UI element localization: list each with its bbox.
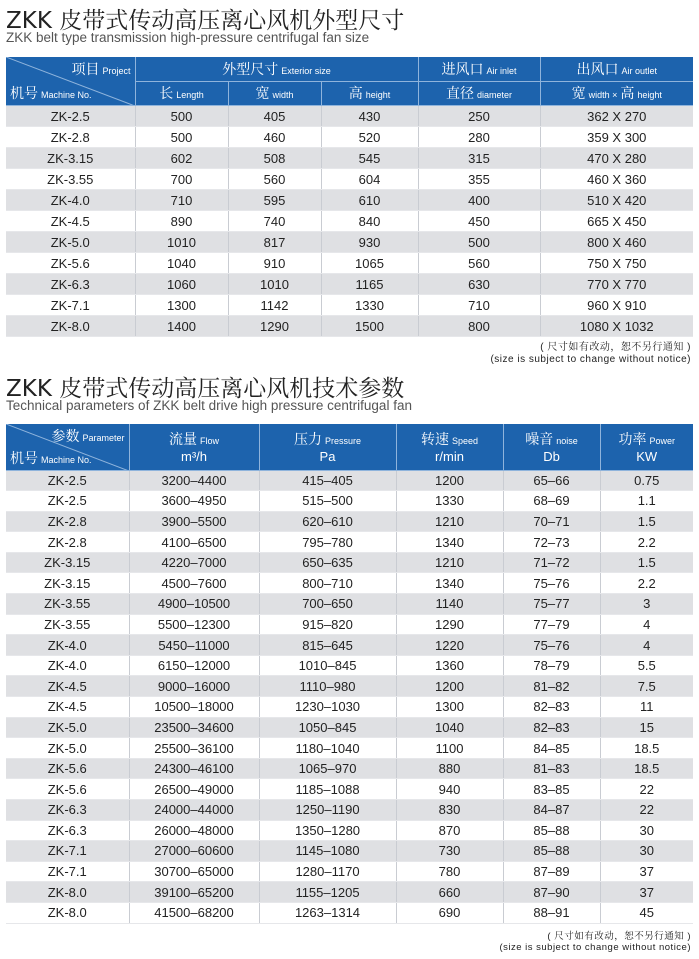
header-speed-en: Speed — [451, 436, 479, 447]
table-cell: 30700–65000 — [129, 861, 259, 882]
table-cell: 500 — [135, 127, 228, 148]
table-cell: 595 — [228, 190, 321, 211]
table-cell: 1220 — [396, 635, 503, 656]
table-cell: 940 — [396, 779, 503, 800]
table-cell: 3 — [600, 594, 693, 615]
machine-number-cell: ZK-5.0 — [6, 738, 129, 759]
table-cell: 23500–34600 — [129, 717, 259, 738]
table-row — [6, 532, 693, 553]
machine-number-cell: ZK-2.5 — [6, 470, 129, 491]
machine-number-cell: ZK-5.0 — [6, 717, 129, 738]
header-outlet-zh: 出风口 — [576, 60, 619, 77]
header-width-zh: 宽 — [255, 85, 270, 102]
header-power-en: Power — [649, 436, 675, 447]
header-pressure-unit: Pa — [319, 449, 336, 465]
header-outw-en: width × — [588, 90, 618, 101]
table-cell: 1060 — [135, 274, 228, 295]
table-cell: 87–89 — [503, 861, 600, 882]
table-row — [6, 148, 693, 169]
table-cell: 1263–1314 — [259, 902, 396, 923]
table-cell: 71–72 — [503, 552, 600, 573]
header-diameter-zh: 直径 — [446, 85, 474, 102]
machine-number-cell: ZK-3.15 — [6, 573, 129, 594]
table-cell: 1300 — [135, 295, 228, 316]
table-cell: 1.5 — [600, 552, 693, 573]
table-cell: 0.75 — [600, 470, 693, 491]
table-cell: 520 — [321, 127, 418, 148]
table-cell: 770 X 770 — [540, 274, 693, 295]
table-cell: 84–85 — [503, 738, 600, 759]
dimensions-title: ZKK 皮带式传动高压离心风机外型尺寸 — [6, 8, 405, 34]
header-project-en: Project — [102, 66, 131, 76]
table-cell: 78–79 — [503, 655, 600, 676]
machine-number-cell: ZK-2.8 — [6, 511, 129, 532]
header-project-label: 项目 — [71, 61, 100, 77]
machine-number-cell: ZK-5.0 — [6, 232, 135, 253]
header-pressure-en: Pressure — [324, 436, 361, 447]
header-speed — [396, 424, 503, 470]
table-cell: 7.5 — [600, 676, 693, 697]
table-cell: 37 — [600, 861, 693, 882]
table-cell: 500 — [418, 232, 540, 253]
table-cell: 840 — [321, 211, 418, 232]
table-cell: 515–500 — [259, 491, 396, 512]
table-cell: 470 X 280 — [540, 148, 693, 169]
table-cell: 800 — [418, 316, 540, 337]
table-cell: 85–88 — [503, 841, 600, 862]
table-cell: 10500–18000 — [129, 697, 259, 718]
table-cell: 18.5 — [600, 758, 693, 779]
table-cell: 1140 — [396, 594, 503, 615]
table-cell: 24000–44000 — [129, 800, 259, 821]
table-row — [6, 861, 693, 882]
table-cell: 930 — [321, 232, 418, 253]
header-outlet-size — [540, 81, 693, 105]
header-width-en: width — [272, 90, 294, 101]
table-row — [6, 841, 693, 862]
table-cell: 87–90 — [503, 882, 600, 903]
header-flow-en: Flow — [199, 436, 219, 447]
table-row — [6, 635, 693, 656]
machine-number-cell: ZK-4.0 — [6, 635, 129, 656]
table-cell: 5450–11000 — [129, 635, 259, 656]
table-cell: 750 X 750 — [540, 253, 693, 274]
table-cell: 795–780 — [259, 532, 396, 553]
header-power-unit: KW — [636, 449, 658, 465]
table-cell: 800 X 460 — [540, 232, 693, 253]
header-project-machine — [6, 57, 135, 106]
header-width — [228, 81, 321, 105]
table-cell: 460 X 360 — [540, 169, 693, 190]
table-row — [6, 800, 693, 821]
table-cell: 1010 — [228, 274, 321, 295]
table-cell: 362 X 270 — [540, 106, 693, 127]
table-cell: 510 X 420 — [540, 190, 693, 211]
table-cell: 1330 — [396, 491, 503, 512]
table-cell: 960 X 910 — [540, 295, 693, 316]
machine-number-cell: ZK-6.3 — [6, 800, 129, 821]
dimensions-note — [490, 342, 691, 366]
parameters-table — [6, 424, 693, 924]
table-cell: 4900–10500 — [129, 594, 259, 615]
machine-number-cell: ZK-3.15 — [6, 552, 129, 573]
table-cell: 45 — [600, 902, 693, 923]
table-cell: 817 — [228, 232, 321, 253]
header-machine-label: 机号 — [10, 449, 38, 466]
table-cell: 1290 — [228, 316, 321, 337]
table-row — [6, 491, 693, 512]
table-row — [6, 232, 693, 253]
table-cell: 26000–48000 — [129, 820, 259, 841]
header-noise — [503, 424, 600, 470]
parameters-note — [499, 931, 691, 953]
machine-number-cell: ZK-3.15 — [6, 148, 135, 169]
table-cell: 1350–1280 — [259, 820, 396, 841]
table-cell: 68–69 — [503, 491, 600, 512]
table-cell: 650–635 — [259, 552, 396, 573]
table-cell: 405 — [228, 106, 321, 127]
table-cell: 415–405 — [259, 470, 396, 491]
table-cell: 1165 — [321, 274, 418, 295]
table-cell: 500 — [135, 106, 228, 127]
table-cell: 27000–60600 — [129, 841, 259, 862]
table-row — [6, 738, 693, 759]
table-cell: 780 — [396, 861, 503, 882]
header-exterior-zh: 外型尺寸 — [222, 60, 279, 77]
table-row — [6, 717, 693, 738]
machine-number-cell: ZK-2.8 — [6, 532, 129, 553]
header-machine-en: Machine No. — [41, 454, 92, 465]
table-cell: 82–83 — [503, 697, 600, 718]
table-row — [6, 676, 693, 697]
table-cell: 450 — [418, 211, 540, 232]
table-cell: 1110–980 — [259, 676, 396, 697]
machine-number-cell: ZK-8.0 — [6, 882, 129, 903]
table-cell: 9000–16000 — [129, 676, 259, 697]
header-parameter-label: 参数 — [51, 428, 80, 444]
machine-number-cell: ZK-4.0 — [6, 655, 129, 676]
table-cell: 560 — [228, 169, 321, 190]
machine-number-cell: ZK-4.5 — [6, 676, 129, 697]
table-cell: 1330 — [321, 295, 418, 316]
table-cell: 30 — [600, 820, 693, 841]
header-length — [135, 81, 228, 105]
table-row — [6, 274, 693, 295]
table-cell: 1145–1080 — [259, 841, 396, 862]
table-row — [6, 106, 693, 127]
table-cell: 82–83 — [503, 717, 600, 738]
table-cell: 1010–845 — [259, 655, 396, 676]
header-pressure — [259, 424, 396, 470]
table-cell: 4100–6500 — [129, 532, 259, 553]
table-cell: 15 — [600, 717, 693, 738]
table-cell: 430 — [321, 106, 418, 127]
table-cell: 1340 — [396, 573, 503, 594]
header-length-zh: 长 — [159, 85, 174, 102]
note-en: (size is subject to change without notice) — [490, 354, 691, 365]
header-noise-en: noise — [556, 436, 578, 447]
machine-number-cell: ZK-8.0 — [6, 316, 135, 337]
table-row — [6, 779, 693, 800]
machine-number-cell: ZK-4.0 — [6, 190, 135, 211]
table-row — [6, 902, 693, 923]
machine-number-cell: ZK-4.5 — [6, 697, 129, 718]
header-length-en: Length — [176, 90, 204, 101]
table-cell: 72–73 — [503, 532, 600, 553]
table-cell: 4 — [600, 635, 693, 656]
machine-number-cell: ZK-3.55 — [6, 169, 135, 190]
table-cell: 870 — [396, 820, 503, 841]
machine-number-cell: ZK-5.6 — [6, 253, 135, 274]
dimensions-subtitle: ZKK belt type transmission high-pressure centrifugal fan size — [6, 30, 370, 45]
table-cell: 41500–68200 — [129, 902, 259, 923]
table-cell: 1065 — [321, 253, 418, 274]
table-cell: 1230–1030 — [259, 697, 396, 718]
table-cell: 1.1 — [600, 491, 693, 512]
table-row — [6, 614, 693, 635]
table-cell: 830 — [396, 800, 503, 821]
table-cell: 84–87 — [503, 800, 600, 821]
table-cell: 700 — [135, 169, 228, 190]
table-cell: 85–88 — [503, 820, 600, 841]
table-cell: 690 — [396, 902, 503, 923]
table-cell: 1200 — [396, 676, 503, 697]
table-cell: 11 — [600, 697, 693, 718]
header-outh-zh: 高 — [620, 85, 635, 102]
table-cell: 22 — [600, 800, 693, 821]
machine-number-cell: ZK-7.1 — [6, 841, 129, 862]
table-cell: 915–820 — [259, 614, 396, 635]
header-power — [600, 424, 693, 470]
header-height — [321, 81, 418, 105]
dimensions-table — [6, 57, 693, 337]
table-cell: 4 — [600, 614, 693, 635]
table-row — [6, 882, 693, 903]
table-cell: 800–710 — [259, 573, 396, 594]
table-cell: 610 — [321, 190, 418, 211]
table-cell: 26500–49000 — [129, 779, 259, 800]
header-flow — [129, 424, 259, 470]
machine-number-cell: ZK-5.6 — [6, 758, 129, 779]
table-row — [6, 470, 693, 491]
table-cell: 1010 — [135, 232, 228, 253]
table-cell: 1280–1170 — [259, 861, 396, 882]
table-cell: 1210 — [396, 552, 503, 573]
machine-number-cell: ZK-3.55 — [6, 594, 129, 615]
table-cell: 815–645 — [259, 635, 396, 656]
table-row — [6, 127, 693, 148]
note-zh: ( 尺寸如有改动，恕不另行通知 ) — [540, 342, 691, 353]
table-cell: 1080 X 1032 — [540, 316, 693, 337]
table-cell: 1340 — [396, 532, 503, 553]
parameters-subtitle: Technical parameters of ZKK belt drive high pressure centrifugal fan — [6, 398, 412, 413]
table-cell: 880 — [396, 758, 503, 779]
table-cell: 700–650 — [259, 594, 396, 615]
header-machine-en: Machine No. — [41, 90, 92, 100]
table-cell: 460 — [228, 127, 321, 148]
header-noise-zh: 噪音 — [525, 431, 554, 448]
machine-number-cell: ZK-5.6 — [6, 779, 129, 800]
machine-number-cell: ZK-6.3 — [6, 820, 129, 841]
header-outlet-en: Air outlet — [621, 65, 658, 76]
table-cell: 740 — [228, 211, 321, 232]
table-cell: 604 — [321, 169, 418, 190]
table-cell: 1040 — [135, 253, 228, 274]
header-outw-zh: 宽 — [571, 85, 586, 102]
table-row — [6, 573, 693, 594]
table-cell: 3200–4400 — [129, 470, 259, 491]
header-noise-unit: Db — [543, 449, 560, 465]
table-cell: 75–76 — [503, 635, 600, 656]
table-cell: 665 X 450 — [540, 211, 693, 232]
table-cell: 710 — [135, 190, 228, 211]
table-cell: 1.5 — [600, 511, 693, 532]
table-cell: 75–76 — [503, 573, 600, 594]
machine-number-cell: ZK-8.0 — [6, 902, 129, 923]
table-cell: 910 — [228, 253, 321, 274]
table-cell: 5500–12300 — [129, 614, 259, 635]
header-machine-label: 机号 — [10, 85, 38, 101]
table-cell: 2.2 — [600, 573, 693, 594]
table-row — [6, 697, 693, 718]
table-cell: 4220–7000 — [129, 552, 259, 573]
table-cell: 1290 — [396, 614, 503, 635]
table-cell: 75–77 — [503, 594, 600, 615]
table-cell: 1180–1040 — [259, 738, 396, 759]
header-power-zh: 功率 — [618, 431, 647, 448]
header-speed-zh: 转速 — [420, 431, 449, 448]
table-cell: 88–91 — [503, 902, 600, 923]
table-cell: 5.5 — [600, 655, 693, 676]
header-outh-en: height — [637, 90, 662, 101]
table-cell: 1400 — [135, 316, 228, 337]
header-exterior-size — [135, 57, 418, 81]
table-row — [6, 758, 693, 779]
header-inlet-zh: 进风口 — [441, 60, 484, 77]
note-zh: ( 尺寸如有改动，恕不另行通知 ) — [547, 931, 691, 942]
table-cell: 1065–970 — [259, 758, 396, 779]
table-cell: 250 — [418, 106, 540, 127]
table-cell: 710 — [418, 295, 540, 316]
table-row — [6, 820, 693, 841]
table-cell: 81–83 — [503, 758, 600, 779]
table-cell: 18.5 — [600, 738, 693, 759]
table-cell: 355 — [418, 169, 540, 190]
table-cell: 77–79 — [503, 614, 600, 635]
table-row — [6, 594, 693, 615]
table-cell: 890 — [135, 211, 228, 232]
table-cell: 1185–1088 — [259, 779, 396, 800]
table-cell: 660 — [396, 882, 503, 903]
table-cell: 39100–65200 — [129, 882, 259, 903]
machine-number-cell: ZK-7.1 — [6, 861, 129, 882]
table-cell: 65–66 — [503, 470, 600, 491]
table-row — [6, 511, 693, 532]
table-cell: 1200 — [396, 470, 503, 491]
table-row — [6, 253, 693, 274]
table-row — [6, 190, 693, 211]
table-cell: 37 — [600, 882, 693, 903]
table-cell: 1050–845 — [259, 717, 396, 738]
header-inlet-en: Air inlet — [486, 65, 517, 76]
table-cell: 24300–46100 — [129, 758, 259, 779]
table-row — [6, 552, 693, 573]
header-pressure-zh: 压力 — [293, 431, 322, 448]
machine-number-cell: ZK-4.5 — [6, 211, 135, 232]
table-cell: 400 — [418, 190, 540, 211]
machine-number-cell: ZK-7.1 — [6, 295, 135, 316]
header-flow-unit: m³/h — [181, 449, 207, 465]
table-cell: 1300 — [396, 697, 503, 718]
table-cell: 1210 — [396, 511, 503, 532]
table-cell: 560 — [418, 253, 540, 274]
header-air-inlet — [418, 57, 540, 81]
table-row — [6, 655, 693, 676]
header-air-outlet — [540, 57, 693, 81]
table-cell: 359 X 300 — [540, 127, 693, 148]
table-cell: 70–71 — [503, 511, 600, 532]
table-cell: 1360 — [396, 655, 503, 676]
table-cell: 30 — [600, 841, 693, 862]
table-cell: 6150–12000 — [129, 655, 259, 676]
table-cell: 620–610 — [259, 511, 396, 532]
table-cell: 730 — [396, 841, 503, 862]
table-cell: 630 — [418, 274, 540, 295]
table-cell: 602 — [135, 148, 228, 169]
table-cell: 81–82 — [503, 676, 600, 697]
header-flow-zh: 流量 — [168, 431, 197, 448]
table-cell: 83–85 — [503, 779, 600, 800]
machine-number-cell: ZK-2.5 — [6, 106, 135, 127]
header-height-en: height — [365, 90, 391, 101]
parameters-title: ZKK 皮带式传动高压离心风机技术参数 — [6, 376, 405, 402]
table-row — [6, 169, 693, 190]
header-diameter-en: diameter — [477, 90, 513, 101]
table-row — [6, 316, 693, 337]
table-cell: 3600–4950 — [129, 491, 259, 512]
table-row — [6, 211, 693, 232]
header-parameter-en: Parameter — [82, 433, 125, 443]
table-cell: 22 — [600, 779, 693, 800]
table-cell: 4500–7600 — [129, 573, 259, 594]
table-row — [6, 295, 693, 316]
table-cell: 25500–36100 — [129, 738, 259, 759]
table-cell: 1500 — [321, 316, 418, 337]
table-cell: 2.2 — [600, 532, 693, 553]
table-cell: 315 — [418, 148, 540, 169]
header-speed-unit: r/min — [435, 449, 464, 465]
table-cell: 545 — [321, 148, 418, 169]
table-cell: 1040 — [396, 717, 503, 738]
table-cell: 508 — [228, 148, 321, 169]
machine-number-cell: ZK-3.55 — [6, 614, 129, 635]
header-height-zh: 高 — [348, 85, 363, 102]
table-cell: 3900–5500 — [129, 511, 259, 532]
table-cell: 1100 — [396, 738, 503, 759]
table-cell: 1142 — [228, 295, 321, 316]
table-cell: 1250–1190 — [259, 800, 396, 821]
header-parameter-machine — [6, 424, 129, 470]
machine-number-cell: ZK-2.8 — [6, 127, 135, 148]
table-cell: 1155–1205 — [259, 882, 396, 903]
header-diameter — [418, 81, 540, 105]
machine-number-cell: ZK-6.3 — [6, 274, 135, 295]
machine-number-cell: ZK-2.5 — [6, 491, 129, 512]
header-exterior-en: Exterior size — [281, 65, 331, 76]
table-cell: 280 — [418, 127, 540, 148]
note-en: (size is subject to change without notice) — [499, 942, 691, 953]
